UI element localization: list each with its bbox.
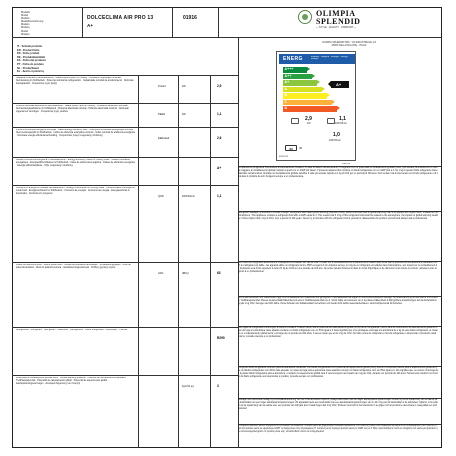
- refrigerant-paragraph: La quantità di refrigerante contribuisce al cambiamento climatico. In caso di rilascio nell'atmosfera, i refrigeranti con un potenziale di riscaldamento globale (GWP) più elevato contribuiscono in misura maggiore al riscaldamento globale rispetto a quelli con un GWP più basso. Il presente apparecchio contiene un fluido refrigerante con un GWP pari a 3. Se 1 kg di questo fluido refrigerante fosse rilasciato nell'atmosfera, l'impatto sul riscaldamento globale sarebbe 3 volte più elevato rispetto a 1 kg di CO2 per un periodo di 100 anni. Non tentare mai di intervenire sul circuito refrigerante o di smontare il prodotto da soli: rivolgersi sempre a un professionista.: [238, 167, 438, 178]
- refrigerant-paragraph: A fuga de fluido refrigerante contribui para as alterações climáticas. Os fluidos refrigerantes com potencial de aquecimento global (PAG) inferior contribuirão menos para o aquecimento global do que os fluidos refrigerantes com PAG mais elevado, em caso de fuga para a atmosfera. Este aparelho contém um fluido refrigerante com um PAG igual a 3. Isto significa que, se ocorrer uma fuga de 1 kg deste fluido refrigerante para a atmosfera, o impacto no aquecimento global será 3 vezes superior ao impacto de 1 kg de CO2, durante um período de 100 anos. Nunca tente interferir no circuito do fluido refrigerante nem desmontar o produto; consulte sempre um profissional.: [238, 367, 438, 378]
- spec-row-divider: [12, 127, 238, 128]
- spec-row-divider: [12, 375, 238, 376]
- supplier-label: FR - Fiche produit: [17, 52, 40, 56]
- model-label: Model: [21, 14, 29, 18]
- energy-bar: A++: [283, 74, 312, 80]
- refrigerant-paragraph: Las fugas de refrigerante contribuyen al cambio climático. Cuanto menor sea el potencial de calentamiento global (PCG) de un refrigerante, menor será su contribución al calentamiento global en caso de fuga a la atmósfera. Este aparato contiene un fluido refrigerante con un PCG igual a 3. Esto significa que si se produjese una fuga a la atmósfera de 1 kg de este fluido refrigerante, el impacto en el calentamiento global sería, a lo largo de un periodo de 100 años, 3 veces mayor que el de 1 kg de CO2. No trate nunca de manipular el circuito refrigerante o desmontar el producto usted mismo; consulte siempre a un profesional.: [238, 327, 438, 338]
- energy-bar: A+: [283, 80, 317, 86]
- spec-row-divider: [12, 103, 238, 104]
- noise-unit: dB: [299, 147, 302, 150]
- spec-symbol: LWA: [158, 272, 164, 275]
- spec-value: 63: [217, 271, 221, 275]
- refrigerant-paragraph: Les fuites de réfrigérants accentuent le changement climatique. En cas de fuite, l'impact sur le réchauffement de la planète sera d'autant plus limité que le potentiel de réchauffement planétaire (PRP) du réfrigérant est faible. Cet appareil utilise un réfrigérant dont le PRP est égal à 3. En d'autres termes, si 1 kg de ce réfrigérant est relâché dans l'atmosphère, son impact sur le réchauffement de la planète sera 3 fois supérieur à celui d'1 kg de CO2 sur une période de 100 ans. Ne tentez jamais d'intervenir dans le circuit frigorifique et de démonter vous-même le produit : adressez-vous toujours à un professionnel.: [238, 262, 438, 273]
- energy-class-marker: A+: [331, 81, 349, 88]
- spec-symbol: QSD: [158, 195, 164, 198]
- energy-footer-right: 2020/18: [342, 163, 350, 165]
- header-col-divider-2: [172, 7, 173, 37]
- spec-row-divider: [12, 75, 238, 76]
- energy-label: [276, 51, 356, 161]
- consumption-unit: kWh/60min: [335, 122, 347, 125]
- header-col-divider-3: [218, 7, 219, 37]
- supplier-label: NL - Productkaart: [17, 66, 39, 70]
- spec-unit: kgCO2 eq.: [182, 385, 195, 388]
- noise-icon: [285, 145, 297, 151]
- noise-value: 63: [289, 147, 293, 151]
- company-line-2: 25060 CELLATICA (BS) - ITALIA: [331, 44, 367, 48]
- spec-symbol: EERrated: [158, 137, 170, 140]
- supplier-label: EL - Δελτίο προϊόντος: [17, 70, 45, 74]
- spec-value: 1,1: [217, 194, 222, 198]
- header-col-divider-1: [82, 7, 83, 37]
- spec-description: Refrigerante · Refrigerant · Réfrigérant · Kältemittel · Refrigerante · Fluido refrigerante · Koelmiddel · Ψυκτικό: [16, 329, 128, 331]
- spec-unit: dB(A): [182, 272, 189, 275]
- spec-symbol: Prated: [158, 85, 166, 88]
- spec-value: A+: [217, 166, 222, 170]
- spec-description: Indice di efficienza energetica nominale · Rated energy efficiency ratio · Coefficient d'efficacité énergétique nominal · Nenn-Leistungszahl im Kühlbetrieb · Índice de eficiencia energética nominal · Índice nominal de eficiência energética · Nominale energie-efficiëntieverhouding · Ονομαστικός λόγος ενεργειακής απόδοσης: [16, 129, 135, 137]
- spec-row-divider: [12, 327, 238, 328]
- spec-col-divider: [138, 75, 139, 448]
- product-fiche-sheet: [12, 7, 442, 448]
- model-label: Model: [21, 29, 29, 33]
- spec-symbol: PEER: [158, 113, 166, 116]
- spec-description: Classe di efficienza energetica in raffreddamento · Energy Efficiency Class for cooling mode · Classe d'efficacité énergétique · Energieeffizienzklasse im Kühlbetrieb · Clase de eficiencia energética · Classe de eficiência energética · Energie-efficiëntieklasse · Τάξη ενεργειακής απόδοσης: [16, 159, 135, 167]
- spec-description: Livello di potenza sonora · Sound power level · Niveau de puissance acoustique · Schallleistungspegel · Nivel de potencia acústica · Nível de potência sonora · Geluidsvermogensniveau · Στάθμη ηχητικής ισχύος: [16, 264, 131, 269]
- spec-description: Potenza nominale assorbita in raffreddamento · Rated power input for cooling · Puissance absorbée nominale · Nennleistungsaufnahme im Kühlbetrieb · Potencia absorbida nominal · Potência absorvida nominal · Nominaal opgenomen vermogen · Ονομαστική ισχύς εισόδου: [16, 105, 130, 113]
- energy-bar: D: [283, 106, 337, 112]
- supplier-label: DE - Produktdatenblatt: [17, 55, 46, 59]
- spec-row-divider: [12, 262, 238, 263]
- brand-logo-block: [292, 9, 412, 37]
- model-label: Modello: [21, 11, 31, 14]
- company-address: [264, 41, 434, 47]
- spec-row-divider: [12, 157, 238, 158]
- energy-heading: ENERG: [283, 56, 303, 62]
- spec-unit: kWh/60min: [182, 195, 195, 198]
- supplier-label: EN - Product fiche: [17, 48, 40, 52]
- spec-description: Potenziale di riscaldamento globale GWP · Global warming potential · Potentiel de réchauffement planétaire · Treibhauspotenzial · Potencial de calentamiento global · Potencial de aquecimento global · Aardopwarmingsvermogen · Δυναμικό θέρμανσης του πλανήτη: [16, 377, 128, 385]
- spec-unit: kW: [182, 85, 186, 88]
- energy-label-header: [279, 54, 355, 64]
- supplier-label: IT - Scheda prodotto: [17, 45, 43, 48]
- olimpia-logo-icon: [298, 10, 312, 24]
- capacity-value: 2,9: [305, 116, 312, 122]
- refrigerant-paragraph: Lekkage van koelmiddel draagt bij tot klimaatverandering. Als het in de atmosfeer vrijkomt, draagt koelmiddel met een lager aardopwarmingsvermogen minder bij tot de opwarming van de aarde dan koelmiddel met een hoger aardopwarmingsvermogen. Dit apparaat bevat een koelmiddel met een aardopwarmingsvermogen van 3. Als 1 kg van dit koelmiddel in de atmosfeer vrijkomt, is het effect op de opwarming van de aarde over een periode van 100 jaar dus 3 maal hoger dan 1 kg CO2. Probeer nooit zelf in het koelcircuit in te grijpen of het product te demonteren; vraag altijd een professional.: [238, 399, 438, 410]
- model-code: 01916: [183, 15, 197, 21]
- supplier-label-list: [17, 45, 46, 74]
- supplier-label: PT - Ficha do produto: [17, 62, 44, 66]
- consumption-icon: [327, 118, 335, 124]
- company-line-1: OLIMPIA SPLENDID SPA - VIA INDUSTRIALE 1/3: [322, 41, 376, 44]
- model-label: Modelo: [21, 23, 30, 27]
- consumption-value: 1,1: [339, 116, 346, 122]
- eer-value: 1,0: [333, 132, 340, 138]
- spec-value: 1,1: [217, 112, 222, 116]
- model-label: Modèle: [21, 17, 30, 21]
- refrigerant-paragraph: Refrigerant leakage contributes to climate change. Refrigerant with lower global warming potential (GWP) would contribute less to global warming than a refrigerant with higher GWP, if leaked to the atmosphere. This appliance contains a refrigerant fluid with a GWP equal to 3. This means that if 1 kg of this refrigerant fluid would be leaked to the atmosphere, the impact on global warming would be 3 times higher than 1 kg of CO2, over a period of 100 years. Never try to interfere with the refrigerant circuit yourself or disassemble the product yourself and always ask a professional.: [238, 212, 438, 220]
- brand-name-line1: OLIMPIA: [316, 9, 356, 18]
- refrigerant-paragraph: Durch das Austreten von Kältemitteln trägt zum Klimawandel bei. Kältemittel mit geringerem Treibhauspotenzial tragen im Fall eines Austretens weniger zur Erderwärmung bei als solche mit höherem Treibhauspotenzial. Dieses Gerät enthält Kältemittel mit einem Treibhauspotenzial von 3. Somit hätte ein Austreten von 1 kg dieses Kältemittels 3 Mal größere Auswirkungen auf die Erderwärmung als 1 kg CO2, bezogen auf 100 Jahre. Keine Arbeiten am Kältekreislauf vornehmen und Gerät nicht selbst auseinanderbauen, stets Fachpersonal hinzuziehen.: [238, 297, 438, 305]
- model-label: Modelo: [21, 26, 30, 30]
- model-label: Modellbezeichnung: [21, 20, 44, 24]
- eer-unit: kWh/60min: [329, 139, 341, 142]
- spec-description: Consumo di energia in modalità raffreddamento · Energy consumption in cooling mode · Consommation d'énergie en mode froid · Energieverbrauch im Kühlbetrieb · Consumo de energía · Consumo de energia · Energieverbruik in koelmodus · Κατανάλωση ενέργειας: [16, 187, 135, 195]
- supplier-label: ES - Ficha del producto: [17, 59, 46, 63]
- energy-footer-left: 626/2013: [279, 156, 289, 158]
- spec-col-divider: [178, 75, 179, 448]
- spec-unit: kW: [182, 113, 186, 116]
- spec-description: Capacità nominale di raffreddamento · Rated output power for cooling · Puissance frigorifique nominale · Nennleistung im Kühlbetrieb · Potencia nominal de refrigeración · Capacidade nominal de arrefecimento · Nominale koelcapaciteit · Ονομαστική ισχύς ψύξης: [16, 77, 134, 85]
- energy-bar: C: [283, 100, 332, 106]
- spec-row-divider: [12, 185, 238, 186]
- model-label: Modelo: [21, 32, 30, 36]
- spec-value: 3: [217, 384, 219, 388]
- energy-heading-sub: енергия · ενέργεια · energija · energy · energie: [311, 56, 349, 61]
- refrigerant-paragraph: Η διαρροή ψυκτικού μέσου συμβάλλει στην αλλαγή του κλίματος. Ψυκτικό μέσο με χαμηλότερο δυναμικό θέρμανσης του πλανήτη (GWP) θα συμβάλλει λιγότερο στην υπερθέρμανση του πλανήτη από ένα ψυκτικό μέσο με υψηλότερο GWP, αν διαρρεύσει στην ατμόσφαιρα. Η συσκευή αυτή περιέχει ψυκτικό μέσο με GWP ίσο με 3. Μην προσπαθήσετε ποτέ να επέμβετε στο κύκλωμα ψυκτικού ή να αποσυναρμολογήσετε το προϊόν μόνοι σας, απευθυνθείτε πάντα σε επαγγελματία.: [238, 425, 438, 433]
- spec-value: R290: [217, 336, 225, 340]
- brand-tagline: — STYLE · QUALITY · COMFORT —: [316, 26, 357, 29]
- spec-value: 2,9: [217, 84, 222, 88]
- model-label-list: [21, 11, 61, 36]
- brand-name-line2: SPLENDID: [316, 17, 361, 26]
- energy-bar: A: [283, 87, 322, 93]
- capacity-unit: kW: [307, 122, 311, 125]
- spec-col-divider: [210, 75, 211, 448]
- model-name: DOLCECLIMA AIR PRO 13: [87, 15, 154, 21]
- capacity-icon: [291, 118, 299, 124]
- energy-bar: B: [283, 93, 327, 99]
- energy-bar: A+++: [283, 67, 307, 73]
- energy-class-header: A+: [87, 23, 94, 28]
- spec-value: 2,6: [217, 136, 222, 140]
- header-divider: [12, 37, 442, 38]
